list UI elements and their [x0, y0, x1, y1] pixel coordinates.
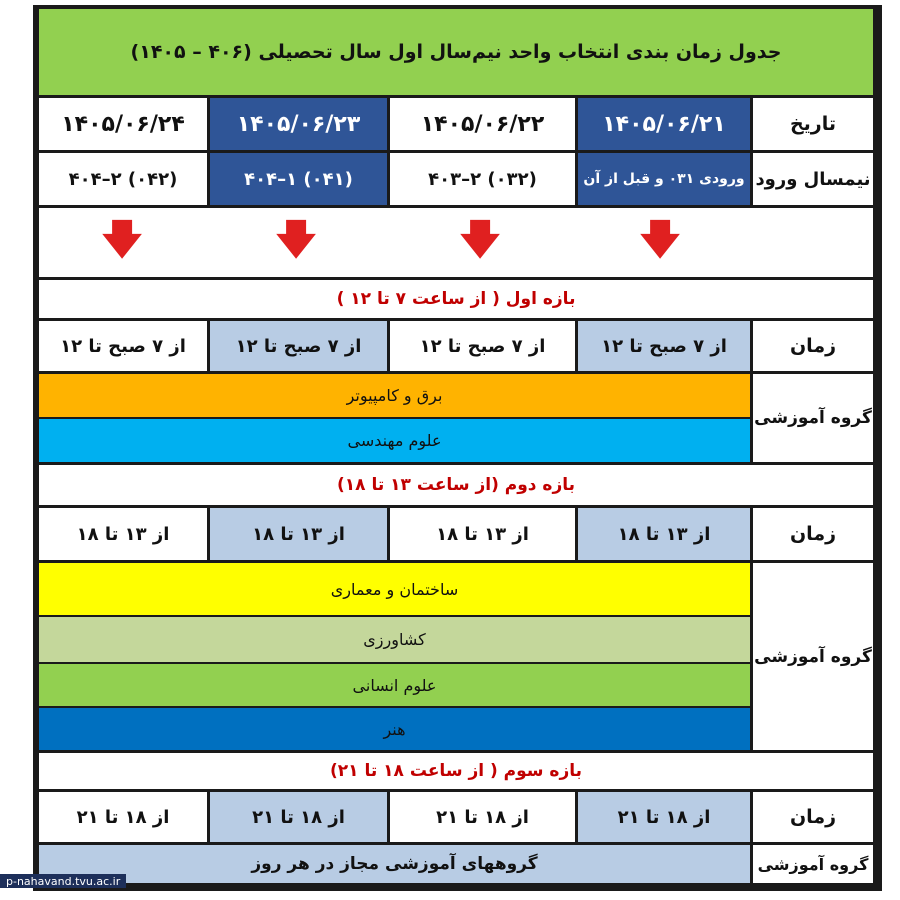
down-arrow-icon: 🡇: [101, 217, 143, 263]
semester-cell-4: (۰۴۲) ۲–۴۰۴: [39, 153, 207, 205]
date-cell-2: ۱۴۰۵/۰۶/۲۲: [390, 98, 575, 150]
allowed-groups-note: گروههای آموزشی مجاز در هر روز: [39, 845, 750, 883]
date-cell-4: ۱۴۰۵/۰۶/۲۴: [39, 98, 207, 150]
date-row-label: تاریخ: [753, 98, 873, 150]
group-row-label: گروه آموزشی: [753, 374, 873, 462]
period2-title: بازه دوم (از ساعت ۱۳ تا ۱۸): [39, 465, 873, 505]
group-row-label: گروه آموزشی: [753, 563, 873, 750]
time-cell: از ۱۳ تا ۱۸: [390, 508, 575, 560]
time-cell: از ۱۸ تا ۲۱: [578, 792, 750, 842]
group-electrical-computer: برق و کامپیوتر: [39, 374, 750, 417]
semester-cell-1: ورودی ۰۳۱ و قبل از آن: [578, 153, 750, 205]
group-agriculture: کشاورزی: [39, 617, 750, 662]
date-cell-1: ۱۴۰۵/۰۶/۲۱: [578, 98, 750, 150]
time-cell: از ۱۸ تا ۲۱: [210, 792, 387, 842]
site-watermark: p-nahavand.tvu.ac.ir: [0, 874, 126, 888]
date-cell-3: ۱۴۰۵/۰۶/۲۳: [210, 98, 387, 150]
time-row-label: زمان: [753, 508, 873, 560]
time-cell: از ۱۸ تا ۲۱: [39, 792, 207, 842]
group-row-label: گروه آموزشی: [753, 845, 873, 883]
semester-cell-3: (۰۴۱) ۱–۴۰۴: [210, 153, 387, 205]
period1-title: بازه اول ( از ساعت ۷ تا ۱۲ ): [39, 280, 873, 318]
down-arrow-icon: 🡇: [275, 217, 317, 263]
time-cell: از ۱۳ تا ۱۸: [39, 508, 207, 560]
time-cell: از ۷ صبح تا ۱۲: [578, 321, 750, 371]
time-cell: از ۷ صبح تا ۱۲: [210, 321, 387, 371]
time-row-label: زمان: [753, 321, 873, 371]
time-cell: از ۱۳ تا ۱۸: [210, 508, 387, 560]
table-title: جدول زمان بندی انتخاب واحد نیم‌سال اول سال تحصیلی (۴۰۶ – ۱۴۰۵): [39, 9, 873, 95]
down-arrow-icon: 🡇: [639, 217, 681, 263]
semester-cell-2: (۰۳۲) ۲–۴۰۳: [390, 153, 575, 205]
time-cell: از ۷ صبح تا ۱۲: [39, 321, 207, 371]
time-cell: از ۱۸ تا ۲۱: [390, 792, 575, 842]
group-engineering-sciences: علوم مهندسی: [39, 419, 750, 462]
time-cell: از ۱۳ تا ۱۸: [578, 508, 750, 560]
time-cell: از ۷ صبح تا ۱۲: [390, 321, 575, 371]
group-construction-architecture: ساختمان و معماری: [39, 563, 750, 615]
period3-title: بازه سوم ( از ساعت ۱۸ تا ۲۱): [39, 753, 873, 789]
group-humanities: علوم انسانی: [39, 664, 750, 706]
group-art: هنر: [39, 708, 750, 750]
time-row-label: زمان: [753, 792, 873, 842]
down-arrow-icon: 🡇: [459, 217, 501, 263]
semester-row-label: نیمسال ورود: [753, 153, 873, 205]
